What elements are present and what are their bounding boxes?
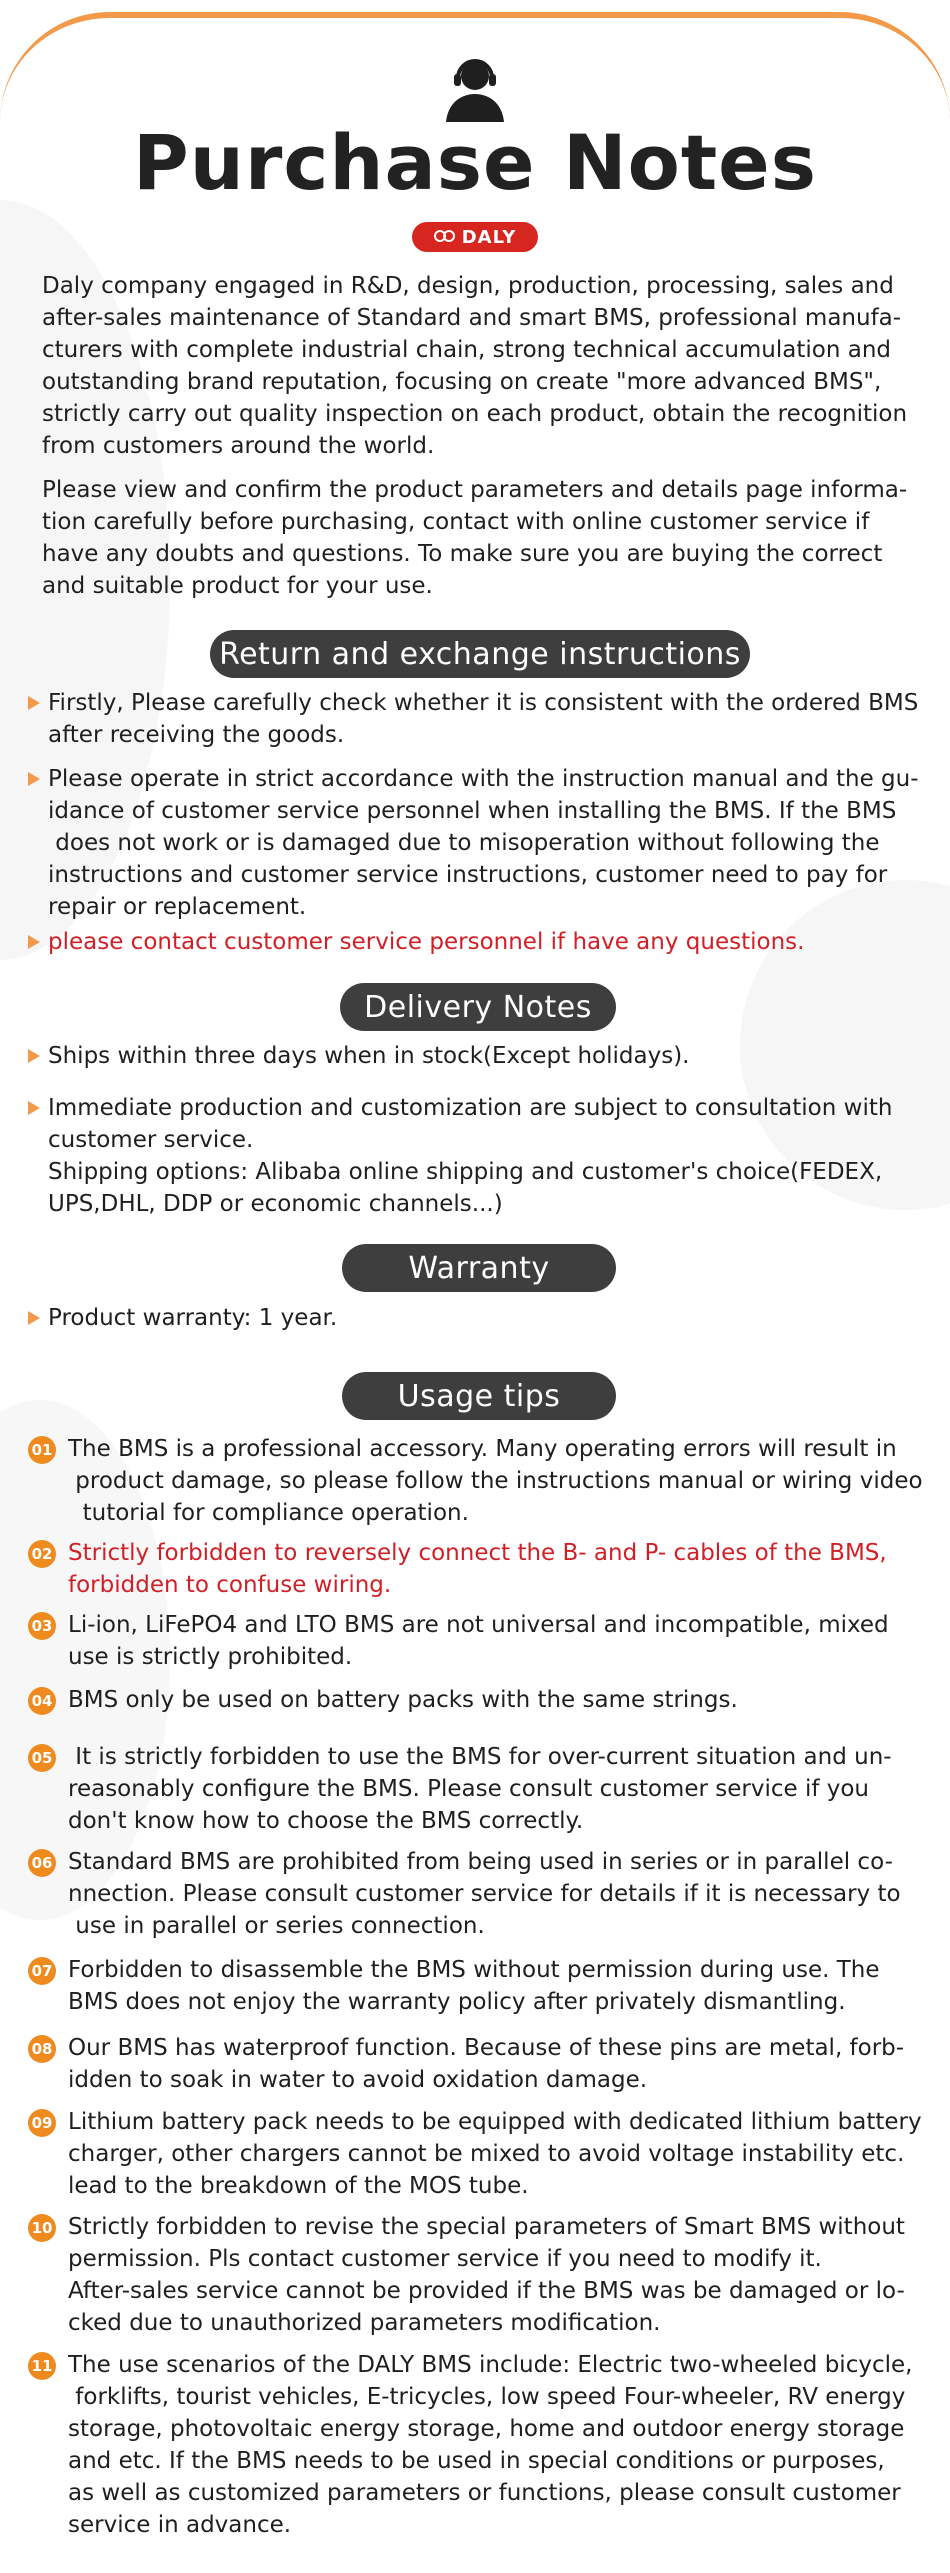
tip-number-badge: 03 — [28, 1612, 56, 1640]
text-line: BMS does not enjoy the warranty policy after privately dismantling. — [68, 1989, 846, 2015]
usage-tip — [31, 2349, 948, 2541]
tip-number-badge: 08 — [28, 2035, 56, 2063]
section-heading-warranty: Warranty — [342, 1244, 616, 1292]
text-line: Shipping options: Alibaba online shipping and customer's choice(FEDEX, — [48, 1159, 883, 1185]
text-line: Daly company engaged in R&D, design, production, processing, sales and — [42, 273, 894, 299]
text-line: Immediate production and customization are subject to consultation with — [48, 1095, 893, 1121]
text-line: repair or replacement. — [48, 894, 307, 920]
text-line: from customers around the world. — [42, 433, 435, 459]
brand-logo-icon — [434, 230, 456, 244]
intro-paragraph-2 — [42, 474, 927, 602]
tip-number-badge: 11 — [28, 2352, 56, 2380]
usage-tip — [31, 1741, 948, 1837]
text-line: don't know how to choose the BMS correctly. — [68, 1808, 584, 1834]
text-line: idance of customer service personnel when installing the BMS. If the BMS — [48, 798, 897, 824]
text-line: charger, other chargers cannot be mixed to avoid voltage instability etc. — [68, 2141, 905, 2167]
text-line: have any doubts and questions. To make sure you are buying the correct — [42, 541, 883, 567]
text-line: storage, photovoltaic energy storage, home and outdoor energy storage — [68, 2416, 905, 2442]
tip-number-badge: 02 — [28, 1540, 56, 1568]
text-line: cturers with complete industrial chain, strong technical accumulation and — [42, 337, 892, 363]
usage-tip — [31, 1846, 948, 1942]
usage-tip — [31, 1954, 948, 2018]
text-line: customer service. — [48, 1127, 254, 1153]
tip-number-badge: 06 — [28, 1849, 56, 1877]
text-line: instructions and customer service instructions, customer need to pay for — [48, 862, 888, 888]
text-line: and suitable product for your use. — [42, 573, 433, 599]
tip-number-badge: 07 — [28, 1957, 56, 1985]
text-line: use is strictly prohibited. — [68, 1644, 353, 1670]
text-line: and etc. If the BMS needs to be used in special conditions or purposes, — [68, 2448, 885, 2474]
text-line: Forbidden to disassemble the BMS without permission during use. The — [68, 1957, 880, 1983]
page-title: Purchase Notes — [133, 118, 817, 207]
intro-paragraph-1 — [42, 270, 927, 462]
bullet-arrow-icon — [28, 772, 40, 786]
text-line: Strictly forbidden to revise the special parameters of Smart BMS without — [68, 2214, 905, 2240]
text-line: Product warranty: 1 year. — [48, 1305, 338, 1331]
text-line: use in parallel or series connection. — [68, 1913, 485, 1939]
text-line: Standard BMS are prohibited from being used in series or in parallel co- — [68, 1849, 893, 1875]
usage-tip — [31, 1684, 948, 1716]
text-line: permission. Pls contact customer service if you need to modify it. — [68, 2246, 822, 2272]
text-line: after-sales maintenance of Standard and smart BMS, professional manufa- — [42, 305, 902, 331]
text-line: cked due to unauthorized parameters modification. — [68, 2310, 661, 2336]
list-item-warning — [48, 926, 948, 958]
text-line: product damage, so please follow the instructions manual or wiring video — [68, 1468, 923, 1494]
tip-number-badge: 09 — [28, 2109, 56, 2137]
bullet-arrow-icon — [28, 1049, 40, 1063]
text-line: Strictly forbidden to reversely connect the B- and P- cables of the BMS, — [68, 1540, 887, 1566]
text-line: strictly carry out quality inspection on each product, obtain the recognition — [42, 401, 908, 427]
section-heading-delivery: Delivery Notes — [340, 983, 616, 1031]
text-line: Ships within three days when in stock(Except holidays). — [48, 1043, 690, 1069]
text-line: The BMS is a professional accessory. Many operating errors will result in — [68, 1436, 897, 1462]
text-line: It is strictly forbidden to use the BMS for over-current situation and un- — [68, 1744, 892, 1770]
bullet-arrow-icon — [28, 696, 40, 710]
text-line: reasonably configure the BMS. Please consult customer service if you — [68, 1776, 870, 1802]
text-line: lead to the breakdown of the MOS tube. — [68, 2173, 529, 2199]
customer-service-headset-icon — [438, 52, 512, 122]
text-line: Please operate in strict accordance with the instruction manual and the gu- — [48, 766, 919, 792]
text-line: UPS,DHL, DDP or economic channels...) — [48, 1191, 503, 1217]
text-line: The use scenarios of the DALY BMS include: Electric two-wheeled bicycle, — [68, 2352, 913, 2378]
bullet-arrow-icon — [28, 1311, 40, 1325]
usage-tip — [31, 2211, 948, 2339]
bullet-arrow-icon — [28, 935, 40, 949]
text-line: after receiving the goods. — [48, 722, 345, 748]
list-item — [48, 763, 948, 923]
text-line: forklifts, tourist vehicles, E-tricycles, low speed Four-wheeler, RV energy — [68, 2384, 906, 2410]
brand-logo — [412, 222, 538, 252]
tip-number-badge: 01 — [28, 1436, 56, 1464]
text-line: outstanding brand reputation, focusing on create "more advanced BMS", — [42, 369, 882, 395]
bullet-arrow-icon — [28, 1101, 40, 1115]
brand-name: DALY — [461, 226, 517, 248]
text-line: tion carefully before purchasing, contact with online customer service if — [42, 509, 870, 535]
section-heading-return: Return and exchange instructions — [210, 630, 750, 678]
usage-tip — [31, 2106, 948, 2202]
text-line: please contact customer service personnel if have any questions. — [48, 929, 805, 955]
usage-tip-warning — [31, 1537, 948, 1601]
text-line: Li-ion, LiFePO4 and LTO BMS are not universal and incompatible, mixed — [68, 1612, 889, 1638]
text-line: BMS only be used on battery packs with the same strings. — [68, 1687, 738, 1713]
usage-tip — [31, 2032, 948, 2096]
text-line: does not work or is damaged due to misoperation without following the — [48, 830, 880, 856]
list-item — [48, 1302, 948, 1334]
text-line: Lithium battery pack needs to be equipped with dedicated lithium battery — [68, 2109, 922, 2135]
text-line: tutorial for compliance operation. — [68, 1500, 469, 1526]
text-line: service in advance. — [68, 2512, 292, 2538]
list-item — [48, 1092, 948, 1220]
text-line: Our BMS has waterproof function. Because of these pins are metal, forb- — [68, 2035, 905, 2061]
text-line: Firstly, Please carefully check whether it is consistent with the ordered BMS — [48, 690, 919, 716]
list-item — [48, 1040, 948, 1072]
tip-number-badge: 10 — [28, 2214, 56, 2242]
text-line: as well as customized parameters or functions, please consult customer — [68, 2480, 901, 2506]
text-line: Please view and confirm the product parameters and details page informa- — [42, 477, 908, 503]
usage-tip — [31, 1433, 948, 1529]
text-line: idden to soak in water to avoid oxidation damage. — [68, 2067, 648, 2093]
text-line: nnection. Please consult customer service for details if it is necessary to — [68, 1881, 901, 1907]
tip-number-badge: 04 — [28, 1687, 56, 1715]
usage-tip — [31, 1609, 948, 1673]
list-item — [48, 687, 948, 751]
tip-number-badge: 05 — [28, 1744, 56, 1772]
text-line: After-sales service cannot be provided if the BMS was be damaged or lo- — [68, 2278, 905, 2304]
text-line: forbidden to confuse wiring. — [68, 1572, 392, 1598]
section-heading-usage: Usage tips — [342, 1372, 616, 1420]
